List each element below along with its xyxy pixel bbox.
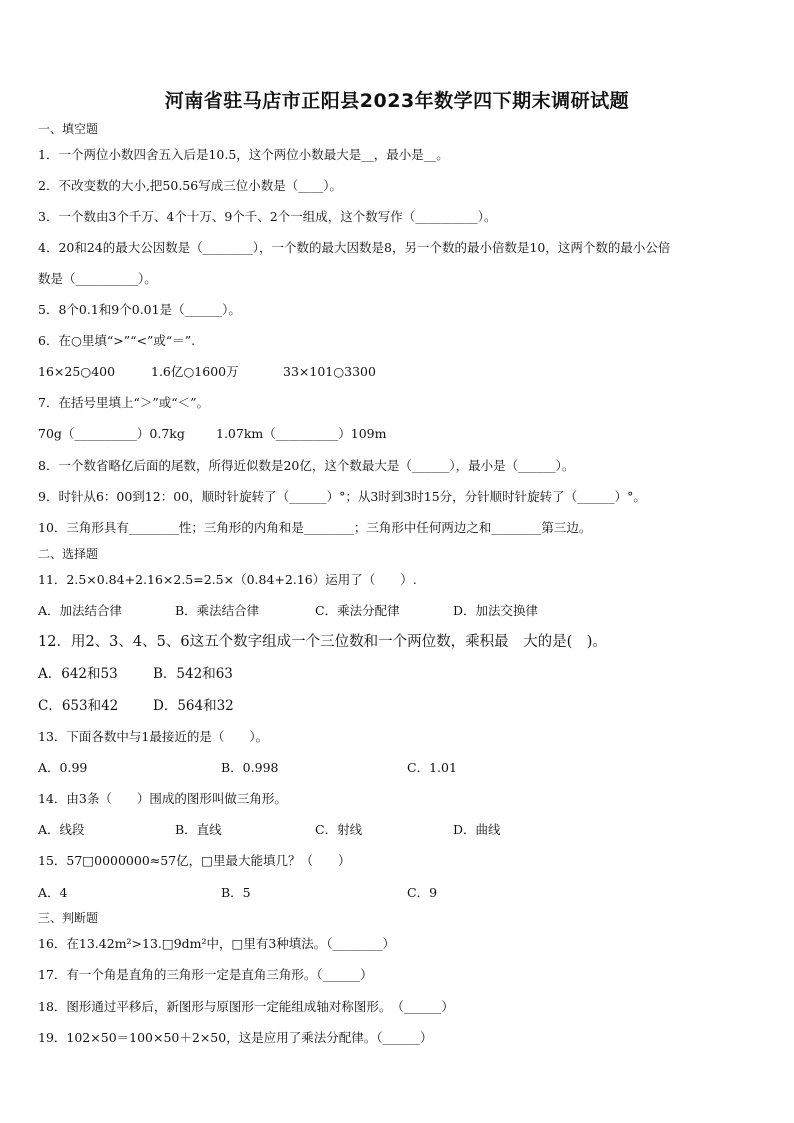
question-17: 17．有一个角是直角的三角形一定是直角三角形。（______） (38, 967, 373, 982)
question-11-option-c: C．乘法分配律 (315, 603, 400, 618)
question-12: 12．用2、3、4、5、6这五个数字组成一个三位数和一个两位数，乘积最 大的是( )。 (38, 634, 607, 650)
question-14-option-c: C．射线 (315, 822, 363, 837)
section-multiple-choice: 二、选择题 (38, 547, 99, 561)
question-7: 7．在括号里填上“＞”或“＜”。 (38, 395, 210, 410)
question-13-option-a: A．0.99 (38, 760, 88, 775)
question-12-option-b: B．542和63 (153, 666, 233, 682)
question-11-option-a: A．加法结合律 (38, 603, 123, 618)
question-12-option-a: A．642和53 (38, 666, 118, 682)
question-15-option-c: C．9 (407, 885, 438, 900)
question-18: 18．图形通过平移后，新图形与原图形一定能组成轴对称图形。 （______） (38, 999, 454, 1014)
question-16: 16．在13.42m²>13.□9dm²中，□里有3种填法。（________） (38, 936, 396, 951)
question-14: 14．由3条（ ）围成的图形叫做三角形。 (38, 791, 287, 806)
question-14-option-d: D．曲线 (453, 822, 501, 837)
question-1: 1．一个两位小数四舍五入后是10.5，这个两位小数最大是__，最小是__。 (38, 147, 449, 162)
section-fill-in-blanks: 一、填空题 (38, 122, 99, 136)
question-2: 2．不改变数的大小,把50.56写成三位小数是（____）。 (38, 178, 342, 193)
question-6-item-c: 33×101○3300 (283, 364, 376, 379)
question-15: 15．57□0000000≈57亿，□里最大能填几？（ ） (38, 853, 351, 868)
question-7-item-a: 70g（__________）0.7kg (38, 426, 185, 441)
question-10: 10．三角形具有________性；三角形的内角和是________；三角形中任何两边之和________第三边。 (38, 520, 592, 535)
section-true-false: 三、判断题 (38, 911, 99, 925)
question-8: 8．一个数省略亿后面的尾数，所得近似数是20亿，这个数最大是（______），最小是（______）。 (38, 458, 575, 473)
question-13-option-b: B．0.998 (221, 760, 279, 775)
question-13-option-c: C．1.01 (407, 760, 457, 775)
question-6-item-b: 1.6亿○1600万 (151, 364, 239, 379)
question-7-item-b: 1.07km（__________）109m (216, 426, 387, 441)
question-11-option-d: D．加法交换律 (453, 603, 539, 618)
question-4-line-1: 4．20和24的最大公因数是（________），一个数的最大因数是8，另一个数的最小倍数是10，这两个数的最小公倍 (38, 240, 671, 255)
question-4-line-2: 数是（__________）。 (38, 271, 157, 286)
question-15-option-b: B．5 (221, 885, 251, 900)
question-14-option-a: A．线段 (38, 822, 85, 837)
question-13: 13．下面各数中与1最接近的是（ ）。 (38, 729, 269, 744)
question-12-option-c: C．653和42 (38, 698, 119, 714)
question-11: 11．2.5×0.84+2.16×2.5=2.5×（0.84+2.16）运用了（ ）. (38, 572, 417, 587)
question-5: 5．8个0.1和9个0.01是（______）。 (38, 302, 241, 317)
question-6: 6．在○里填“>”“<”或“＝”. (38, 333, 196, 348)
question-3: 3．一个数由3个千万、4个十万、9个千、2个一组成，这个数写作（__________）。 (38, 209, 497, 224)
question-19: 19．102×50＝100×50＋2×50，这是应用了乘法分配律。（______） (38, 1030, 433, 1045)
question-6-item-a: 16×25○400 (38, 364, 116, 379)
question-11-option-b: B．乘法结合律 (175, 603, 260, 618)
question-9: 9．时针从6：00到12：00，顺时针旋转了（______）°；从3时到3时15分，分针顺时针旋转了（______）°。 (38, 489, 646, 504)
question-14-option-b: B．直线 (175, 822, 222, 837)
question-12-option-d: D．564和32 (153, 698, 234, 714)
question-15-option-a: A．4 (38, 885, 68, 900)
page-title: 河南省驻马店市正阳县2023年数学四下期末调研试题 (164, 90, 630, 112)
